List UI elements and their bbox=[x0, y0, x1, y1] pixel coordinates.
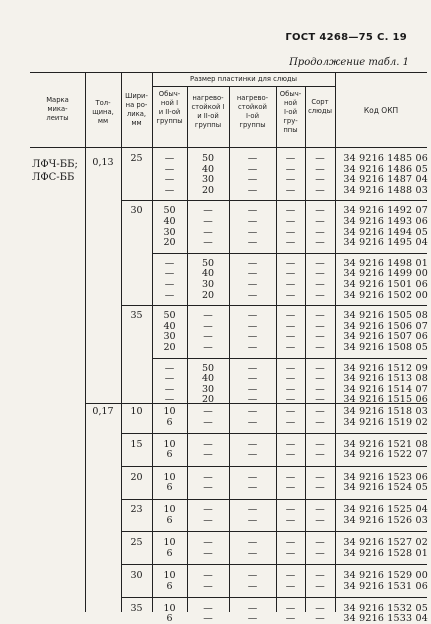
okp-code: 34 9216 1486 05 bbox=[343, 163, 428, 175]
empty-cell: — bbox=[315, 602, 325, 614]
okp-code: 34 9216 1501 06 bbox=[343, 279, 428, 290]
okp-code: 34 9216 1492 07 bbox=[343, 205, 428, 217]
heat12-size-cell: 30 bbox=[201, 279, 215, 290]
heat12-size-cell: — bbox=[203, 310, 213, 322]
empty-cell: — bbox=[247, 515, 258, 526]
empty-cell: — bbox=[285, 174, 296, 186]
std-size-cell: 6 bbox=[166, 416, 173, 428]
std-size-cell: 30 bbox=[163, 226, 176, 238]
empty-cell: — bbox=[315, 342, 325, 353]
spec-table bbox=[30, 72, 428, 624]
empty-cell: — bbox=[285, 237, 296, 249]
heat12-size-cell: 40 bbox=[201, 163, 215, 175]
std-size-cell: — bbox=[164, 383, 175, 395]
empty-cell: — bbox=[247, 279, 258, 290]
empty-cell: — bbox=[315, 153, 325, 164]
std-header: Обыч- ной I и II-ой группы bbox=[156, 90, 183, 125]
plate-size-header: Размер пластинки для слюды bbox=[189, 75, 298, 83]
row-divider bbox=[152, 253, 427, 254]
std-size-cell: 30 bbox=[163, 331, 176, 343]
empty-cell: — bbox=[247, 547, 258, 559]
empty-cell: — bbox=[247, 602, 258, 614]
empty-cell: — bbox=[285, 257, 296, 269]
group-divider bbox=[85, 403, 427, 404]
okp-code: 34 9216 1515 06 bbox=[343, 394, 428, 406]
okp-code: 34 9216 1528 01 bbox=[343, 547, 428, 559]
row-divider bbox=[121, 200, 427, 201]
empty-cell: — bbox=[285, 547, 296, 559]
heat12-size-cell: 30 bbox=[201, 174, 215, 186]
roll-width-value: 30 bbox=[130, 570, 143, 581]
empty-cell: — bbox=[315, 394, 325, 406]
heat12-size-cell: — bbox=[203, 331, 213, 343]
empty-cell: — bbox=[247, 394, 258, 406]
empty-cell: — bbox=[247, 570, 258, 581]
code-header: Код ОКП bbox=[363, 106, 399, 115]
empty-cell: — bbox=[315, 416, 325, 428]
empty-cell: — bbox=[315, 362, 325, 374]
empty-cell: — bbox=[285, 216, 296, 227]
heat12-size-cell: — bbox=[203, 482, 213, 494]
empty-cell: — bbox=[315, 331, 325, 343]
empty-cell: — bbox=[315, 580, 325, 592]
row-divider bbox=[152, 358, 427, 359]
std-size-cell: — bbox=[164, 257, 175, 269]
okp-code: 34 9216 1502 00 bbox=[343, 289, 428, 301]
empty-cell: — bbox=[247, 268, 258, 280]
heat12-size-cell: 20 bbox=[201, 289, 215, 301]
empty-cell: — bbox=[315, 449, 325, 461]
okp-code: 34 9216 1523 06 bbox=[343, 471, 428, 483]
std-size-cell: — bbox=[164, 184, 175, 196]
heat12-size-cell: — bbox=[203, 471, 213, 483]
heat12-size-cell: — bbox=[203, 237, 213, 249]
empty-cell: — bbox=[247, 163, 258, 175]
std-size-cell: — bbox=[164, 163, 175, 175]
okp-code: 34 9216 1512 09 bbox=[343, 362, 428, 374]
thickness-value: 0,13 bbox=[92, 157, 114, 168]
std-size-cell: 40 bbox=[163, 320, 176, 332]
std-size-cell: 6 bbox=[166, 449, 173, 461]
heat12-size-cell: — bbox=[203, 449, 213, 461]
empty-cell: — bbox=[315, 547, 325, 559]
empty-cell: — bbox=[247, 362, 258, 374]
heat12-size-cell: — bbox=[203, 570, 213, 581]
okp-code: 34 9216 1527 02 bbox=[343, 537, 428, 549]
empty-cell: — bbox=[315, 383, 325, 395]
std-size-cell: 50 bbox=[163, 310, 176, 322]
std-size-cell: 10 bbox=[163, 406, 176, 417]
grade-header: Сорт слюды bbox=[308, 98, 332, 115]
heat12-size-cell: — bbox=[203, 320, 213, 332]
okp-code: 34 9216 1532 05 bbox=[343, 602, 428, 614]
heat12-size-cell: 30 bbox=[201, 383, 215, 395]
empty-cell: — bbox=[315, 174, 325, 186]
empty-cell: — bbox=[285, 362, 296, 374]
row-divider bbox=[121, 433, 427, 434]
empty-cell: — bbox=[247, 310, 258, 322]
group-header-divider bbox=[152, 86, 335, 87]
empty-cell: — bbox=[285, 163, 296, 175]
empty-cell: — bbox=[315, 482, 325, 494]
empty-cell: — bbox=[247, 320, 258, 332]
std-size-cell: 50 bbox=[163, 205, 176, 217]
empty-cell: — bbox=[247, 504, 258, 516]
std-size-cell: 20 bbox=[163, 342, 176, 353]
std-size-cell: 10 bbox=[163, 602, 176, 614]
brand-label-1: ЛФЧ-ББ; bbox=[32, 159, 78, 170]
heat12-size-cell: — bbox=[203, 416, 213, 428]
empty-cell: — bbox=[247, 342, 258, 353]
std-size-cell: — bbox=[164, 289, 175, 301]
std-size-cell: 6 bbox=[166, 547, 173, 559]
empty-cell: — bbox=[315, 515, 325, 526]
empty-cell: — bbox=[285, 268, 296, 280]
empty-cell: — bbox=[247, 613, 258, 624]
empty-cell: — bbox=[285, 570, 296, 581]
empty-cell: — bbox=[315, 237, 325, 249]
std-size-cell: 6 bbox=[166, 580, 173, 592]
std-size-cell: 6 bbox=[166, 482, 173, 494]
empty-cell: — bbox=[247, 537, 258, 549]
empty-cell: — bbox=[285, 602, 296, 614]
roll-width-value: 35 bbox=[130, 602, 143, 614]
roll-width-value: 23 bbox=[130, 504, 143, 516]
brand-label-2: ЛФС-ББ bbox=[32, 172, 75, 183]
heat12-size-cell: — bbox=[203, 547, 213, 559]
std-size-cell: — bbox=[164, 268, 175, 280]
empty-cell: — bbox=[285, 438, 296, 450]
okp-code: 34 9216 1513 08 bbox=[343, 373, 428, 385]
heat12-size-cell: 20 bbox=[201, 184, 215, 196]
heat12-size-cell: 40 bbox=[201, 373, 215, 385]
std1-header: Обыч- ной I-ой гру- ппы bbox=[279, 90, 302, 134]
empty-cell: — bbox=[315, 257, 325, 269]
empty-cell: — bbox=[285, 515, 296, 526]
empty-cell: — bbox=[285, 482, 296, 494]
std-size-cell: 6 bbox=[166, 613, 173, 624]
okp-code: 34 9216 1531 06 bbox=[343, 580, 428, 592]
heat12-header: нагрево- стойкой I и II-ой группы bbox=[191, 94, 225, 129]
okp-code: 34 9216 1508 05 bbox=[343, 342, 428, 353]
thickness-value: 0,17 bbox=[92, 406, 114, 417]
width-header: Шири- на ро- лика, мм bbox=[125, 92, 148, 127]
heat12-size-cell: — bbox=[203, 580, 213, 592]
row-divider bbox=[121, 499, 427, 500]
heat12-size-cell: 40 bbox=[201, 268, 215, 280]
heat12-size-cell: — bbox=[203, 515, 213, 526]
continuation-caption: Продолжение табл. 1 bbox=[289, 57, 409, 68]
okp-code: 34 9216 1507 06 bbox=[343, 331, 428, 343]
heat1-header: нагрево- стойкой I-ой группы bbox=[236, 94, 269, 129]
heat12-size-cell: — bbox=[203, 406, 213, 417]
roll-width-value: 30 bbox=[130, 205, 143, 217]
heat12-size-cell: — bbox=[203, 226, 213, 238]
empty-cell: — bbox=[247, 237, 258, 249]
empty-cell: — bbox=[247, 471, 258, 483]
empty-cell: — bbox=[285, 205, 296, 217]
heat12-size-cell: — bbox=[203, 504, 213, 516]
empty-cell: — bbox=[315, 205, 325, 217]
empty-cell: — bbox=[285, 226, 296, 238]
empty-cell: — bbox=[247, 174, 258, 186]
heat12-size-cell: — bbox=[203, 342, 213, 353]
empty-cell: — bbox=[247, 373, 258, 385]
empty-cell: — bbox=[285, 406, 296, 417]
okp-code: 34 9216 1533 04 bbox=[343, 613, 428, 624]
empty-cell: — bbox=[285, 504, 296, 516]
std-size-cell: 40 bbox=[163, 216, 176, 227]
empty-cell: — bbox=[315, 537, 325, 549]
empty-cell: — bbox=[315, 268, 325, 280]
empty-cell: — bbox=[247, 383, 258, 395]
heat12-size-cell: 50 bbox=[201, 257, 215, 269]
empty-cell: — bbox=[285, 289, 296, 301]
empty-cell: — bbox=[247, 449, 258, 461]
okp-code: 34 9216 1495 04 bbox=[343, 237, 428, 249]
std-size-cell: 10 bbox=[163, 438, 176, 450]
empty-cell: — bbox=[285, 383, 296, 395]
std-size-cell: — bbox=[164, 394, 175, 406]
empty-cell: — bbox=[285, 279, 296, 290]
okp-code: 34 9216 1506 07 bbox=[343, 320, 428, 332]
okp-code: 34 9216 1529 00 bbox=[343, 570, 428, 581]
empty-cell: — bbox=[315, 184, 325, 196]
empty-cell: — bbox=[247, 184, 258, 196]
std-size-cell: — bbox=[164, 279, 175, 290]
empty-cell: — bbox=[247, 153, 258, 164]
okp-code: 34 9216 1525 04 bbox=[343, 504, 428, 516]
std-size-cell: 6 bbox=[166, 515, 173, 526]
empty-cell: — bbox=[315, 438, 325, 450]
roll-width-value: 10 bbox=[130, 406, 143, 417]
empty-cell: — bbox=[247, 580, 258, 592]
empty-cell: — bbox=[285, 394, 296, 406]
empty-cell: — bbox=[285, 449, 296, 461]
empty-cell: — bbox=[285, 537, 296, 549]
empty-cell: — bbox=[315, 613, 325, 624]
std-size-cell: — bbox=[164, 153, 175, 164]
okp-code: 34 9216 1521 08 bbox=[343, 438, 428, 450]
row-divider bbox=[121, 466, 427, 467]
std-size-cell: 20 bbox=[163, 237, 176, 249]
empty-cell: — bbox=[247, 216, 258, 227]
heat12-size-cell: — bbox=[203, 602, 213, 614]
empty-cell: — bbox=[315, 471, 325, 483]
std-size-cell: — bbox=[164, 174, 175, 186]
okp-code: 34 9216 1518 03 bbox=[343, 406, 428, 417]
okp-code: 34 9216 1498 01 bbox=[343, 257, 428, 269]
empty-cell: — bbox=[285, 310, 296, 322]
empty-cell: — bbox=[247, 416, 258, 428]
okp-code: 34 9216 1522 07 bbox=[343, 449, 428, 461]
brand-header: Марка мика- леиты bbox=[46, 96, 69, 122]
empty-cell: — bbox=[247, 226, 258, 238]
empty-cell: — bbox=[315, 570, 325, 581]
empty-cell: — bbox=[285, 373, 296, 385]
okp-code: 34 9216 1494 05 bbox=[343, 226, 428, 238]
heat12-size-cell: 50 bbox=[201, 362, 215, 374]
roll-width-value: 35 bbox=[130, 310, 143, 322]
roll-width-value: 20 bbox=[130, 471, 143, 483]
empty-cell: — bbox=[285, 613, 296, 624]
std-size-cell: 10 bbox=[163, 570, 176, 581]
okp-code: 34 9216 1526 03 bbox=[343, 515, 428, 526]
empty-cell: — bbox=[285, 471, 296, 483]
empty-cell: — bbox=[285, 184, 296, 196]
empty-cell: — bbox=[285, 416, 296, 428]
okp-code: 34 9216 1524 05 bbox=[343, 482, 428, 494]
heat12-size-cell: 20 bbox=[201, 394, 215, 406]
std-size-cell: 10 bbox=[163, 504, 176, 516]
std-size-cell: 10 bbox=[163, 537, 176, 549]
empty-cell: — bbox=[315, 163, 325, 175]
empty-cell: — bbox=[247, 406, 258, 417]
std-size-cell: 10 bbox=[163, 471, 176, 483]
okp-code: 34 9216 1493 06 bbox=[343, 216, 428, 227]
empty-cell: — bbox=[315, 279, 325, 290]
empty-cell: — bbox=[247, 257, 258, 269]
row-divider bbox=[121, 564, 427, 565]
empty-cell: — bbox=[315, 226, 325, 238]
okp-code: 34 9216 1485 06 bbox=[343, 153, 428, 164]
thickness-header: Тол- щина, мм bbox=[92, 99, 114, 125]
empty-cell: — bbox=[315, 216, 325, 227]
empty-cell: — bbox=[315, 504, 325, 516]
empty-cell: — bbox=[285, 320, 296, 332]
roll-width-value: 25 bbox=[130, 537, 143, 549]
empty-cell: — bbox=[247, 289, 258, 301]
empty-cell: — bbox=[315, 406, 325, 417]
std-size-cell: — bbox=[164, 362, 175, 374]
heat12-size-cell: — bbox=[203, 613, 213, 624]
empty-cell: — bbox=[315, 373, 325, 385]
standard-header: ГОСТ 4268—75 С. 19 bbox=[285, 32, 407, 43]
heat12-size-cell: — bbox=[203, 216, 213, 227]
okp-code: 34 9216 1505 08 bbox=[343, 310, 428, 322]
roll-width-value: 15 bbox=[130, 438, 143, 450]
empty-cell: — bbox=[247, 205, 258, 217]
empty-cell: — bbox=[315, 320, 325, 332]
empty-cell: — bbox=[285, 342, 296, 353]
row-divider bbox=[121, 597, 427, 598]
col-divider bbox=[85, 72, 86, 612]
std-size-cell: — bbox=[164, 373, 175, 385]
empty-cell: — bbox=[247, 438, 258, 450]
heat12-size-cell: — bbox=[203, 205, 213, 217]
empty-cell: — bbox=[285, 153, 296, 164]
empty-cell: — bbox=[285, 331, 296, 343]
roll-width-value: 25 bbox=[130, 153, 143, 164]
empty-cell: — bbox=[247, 331, 258, 343]
heat12-size-cell: 50 bbox=[201, 153, 215, 164]
brand-label bbox=[32, 158, 78, 184]
empty-cell: — bbox=[315, 289, 325, 301]
row-divider bbox=[121, 305, 427, 306]
row-divider bbox=[121, 531, 427, 532]
heat12-size-cell: — bbox=[203, 537, 213, 549]
empty-cell: — bbox=[285, 580, 296, 592]
okp-code: 34 9216 1519 02 bbox=[343, 416, 428, 428]
empty-cell: — bbox=[315, 310, 325, 322]
table-top-border bbox=[30, 72, 427, 73]
okp-code: 34 9216 1499 00 bbox=[343, 268, 428, 280]
okp-code: 34 9216 1487 04 bbox=[343, 174, 428, 186]
heat12-size-cell: — bbox=[203, 438, 213, 450]
okp-code: 34 9216 1514 07 bbox=[343, 383, 428, 395]
okp-code: 34 9216 1488 03 bbox=[343, 184, 428, 196]
empty-cell: — bbox=[247, 482, 258, 494]
